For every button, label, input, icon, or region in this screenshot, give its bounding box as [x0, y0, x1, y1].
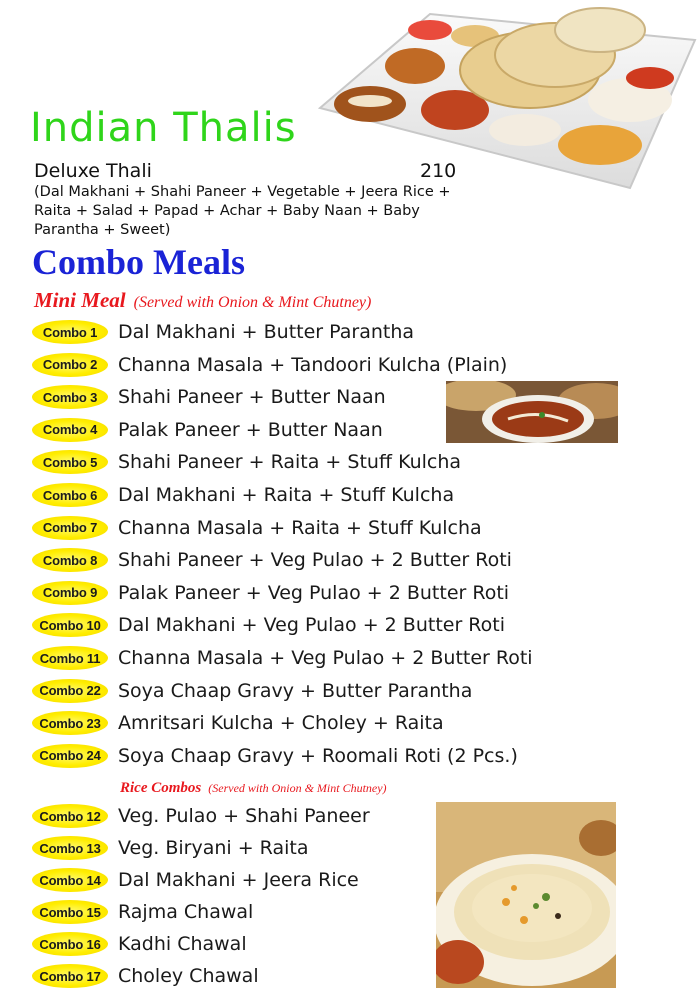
- thali-tray-photo: [300, 0, 700, 190]
- combo-badge: Combo 16: [32, 932, 108, 956]
- combo-item-text: Channa Masala + Veg Pulao + 2 Butter Roti: [118, 647, 533, 669]
- list-item: [32, 929, 247, 959]
- combo-badge: Combo 7: [32, 516, 108, 540]
- list-item: [32, 382, 386, 412]
- combo-item-text: Dal Makhani + Veg Pulao + 2 Butter Roti: [118, 614, 506, 637]
- combo-badge: Combo 10: [32, 613, 108, 637]
- list-item: [32, 447, 461, 477]
- list-item: [32, 865, 359, 895]
- combo-item-text: Shahi Paneer + Veg Pulao + 2 Butter Roti: [118, 549, 512, 572]
- combo-badge: Combo 5: [32, 450, 108, 474]
- combo-item-text: Soya Chaap Gravy + Butter Parantha: [118, 679, 473, 702]
- combo-item-text: Dal Makhani + Raita + Stuff Kulcha: [118, 484, 455, 506]
- list-item: [32, 741, 518, 771]
- combo-meals-title: Combo Meals: [32, 242, 245, 282]
- rice-combos-name: Rice Combos: [120, 780, 202, 796]
- combo-item-text: Palak Paneer + Veg Pulao + 2 Butter Roti: [118, 581, 510, 604]
- deluxe-thali-price: 210: [420, 160, 457, 182]
- list-item: [32, 415, 383, 445]
- list-item: [32, 610, 505, 640]
- combo-item-text: Choley Chawal: [118, 965, 259, 987]
- combo-badge: Combo 11: [32, 646, 108, 670]
- list-item: [32, 513, 482, 543]
- list-item: [32, 833, 308, 863]
- combo-badge: Combo 3: [32, 385, 108, 409]
- list-item: [32, 801, 370, 831]
- combo-badge: Combo 15: [32, 900, 108, 924]
- list-item: [32, 676, 472, 706]
- combo-item-text: Soya Chaap Gravy + Roomali Roti (2 Pcs.): [118, 744, 518, 767]
- combo-badge: Combo 1: [32, 320, 108, 344]
- combo-item-text: Shahi Paneer + Butter Naan: [118, 386, 386, 409]
- list-item: [32, 350, 507, 380]
- combo-badge: Combo 17: [32, 964, 108, 988]
- combo-item-text: Rajma Chawal: [118, 901, 254, 923]
- combo-badge: Combo 24: [32, 744, 108, 768]
- combo-item-text: Dal Makhani + Jeera Rice: [118, 869, 359, 891]
- list-item: [32, 578, 509, 608]
- combo-item-text: Veg. Biryani + Raita: [118, 837, 309, 859]
- combo-badge: Combo 6: [32, 483, 108, 507]
- deluxe-thali-description: (Dal Makhani + Shahi Paneer + Vegetable + Jeera Rice + Raita + Salad + Papad + Achar + Baby Naan + Baby Parantha + Sweet): [34, 184, 451, 238]
- list-item: [32, 317, 414, 347]
- list-item: [32, 708, 444, 738]
- mini-meal-heading: [34, 288, 371, 313]
- combo-badge: Combo 4: [32, 418, 108, 442]
- combo-item-text: Channa Masala + Tandoori Kulcha (Plain): [118, 353, 508, 376]
- dal-makhani-photo: [446, 381, 618, 443]
- rice-combos-note: (Served with Onion & Mint Chutney): [208, 781, 387, 795]
- combo-item-text: Shahi Paneer + Raita + Stuff Kulcha: [118, 451, 462, 474]
- mini-meal-name: Mini Meal: [34, 288, 126, 312]
- combo-item-text: Veg. Pulao + Shahi Paneer: [118, 805, 370, 827]
- rice-combos-heading: [120, 779, 387, 797]
- combo-item-text: Channa Masala + Raita + Stuff Kulcha: [118, 516, 482, 539]
- combo-item-text: Palak Paneer + Butter Naan: [118, 418, 383, 441]
- combo-badge: Combo 2: [32, 353, 108, 377]
- combo-badge: Combo 9: [32, 581, 108, 605]
- combo-badge: Combo 13: [32, 836, 108, 860]
- combo-badge: Combo 14: [32, 868, 108, 892]
- mini-meal-note: (Served with Onion & Mint Chutney): [133, 294, 372, 311]
- list-item: [32, 545, 512, 575]
- combo-item-text: Amritsari Kulcha + Choley + Raita: [118, 712, 444, 735]
- list-item: [32, 897, 253, 927]
- veg-pulao-photo: [436, 802, 616, 988]
- thalis-section-title: Indian Thalis: [30, 105, 297, 151]
- combo-badge: Combo 23: [32, 711, 108, 735]
- deluxe-thali-name: Deluxe Thali: [34, 160, 152, 182]
- combo-badge: Combo 22: [32, 679, 108, 703]
- list-item: [32, 961, 259, 991]
- combo-item-text: Dal Makhani + Butter Parantha: [118, 321, 415, 343]
- combo-item-text: Kadhi Chawal: [118, 933, 247, 955]
- list-item: [32, 480, 454, 510]
- combo-badge: Combo 12: [32, 804, 108, 828]
- combo-badge: Combo 8: [32, 548, 108, 572]
- list-item: [32, 643, 533, 673]
